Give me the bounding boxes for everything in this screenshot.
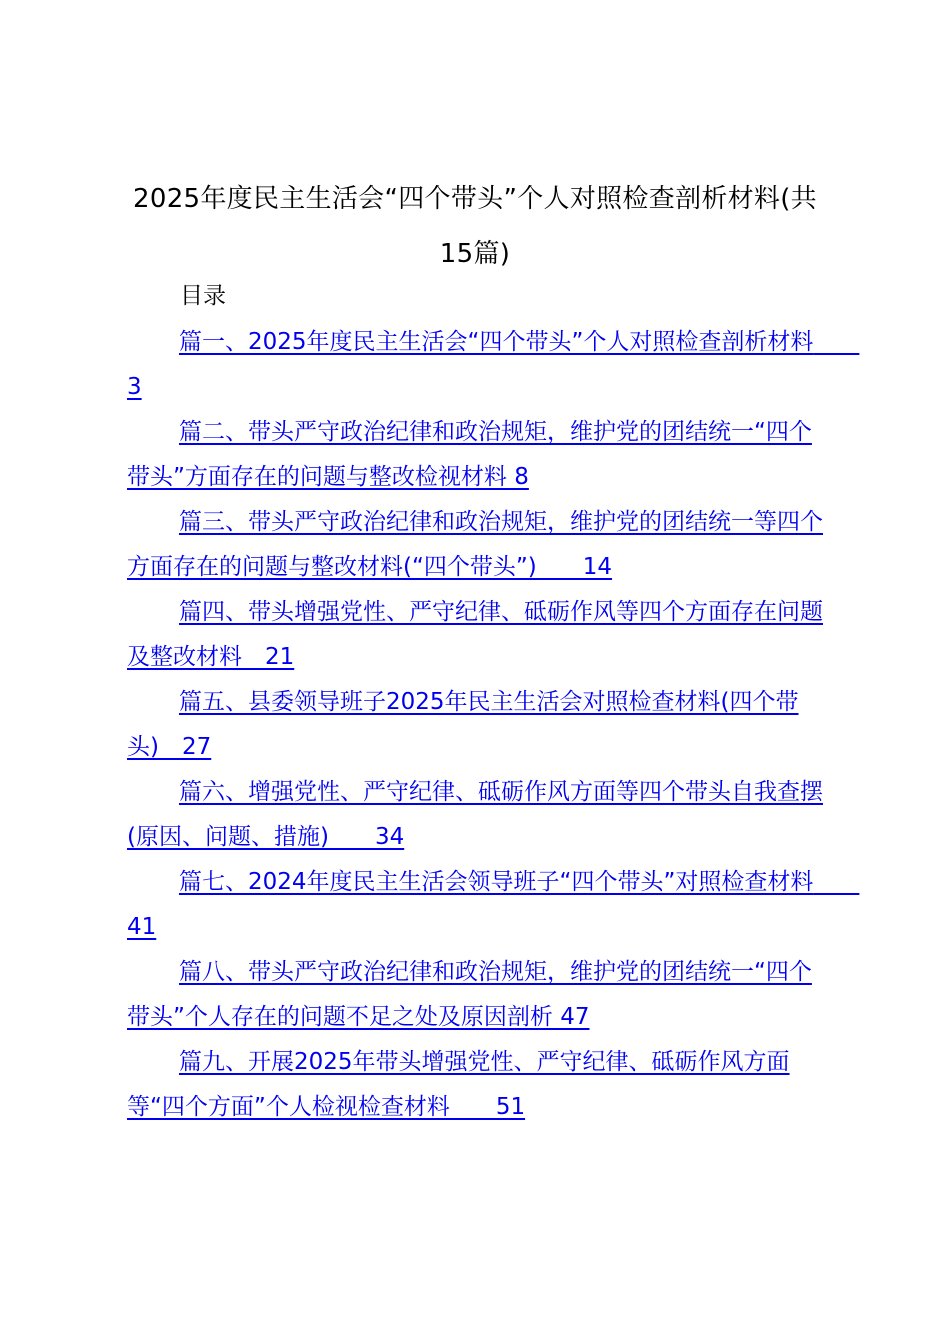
toc-item — [127, 320, 860, 410]
toc-link-6[interactable]: 篇六、增强党性、严守纪律、砥砺作风方面等四个带头自我查摆(原因、问题、措施) 34 — [127, 779, 823, 850]
toc-link-8[interactable]: 篇八、带头严守政治纪律和政治规矩，维护党的团结统一“四个带头”个人存在的问题不足之处及原因剖析 47 — [127, 959, 812, 1030]
toc-link-7[interactable]: 篇七、2024年度民主生活会领导班子“四个带头”对照检查材料 41 — [127, 869, 860, 940]
toc-item — [127, 950, 827, 1040]
toc-link-1[interactable]: 篇一、2025年度民主生活会“四个带头”个人对照检查剖析材料 3 — [127, 329, 860, 400]
toc-item — [127, 590, 827, 680]
toc-link-3[interactable]: 篇三、带头严守政治纪律和政治规矩，维护党的团结统一等四个方面存在的问题与整改材料(“四个带头”) 14 — [127, 509, 823, 580]
toc-link-4[interactable]: 篇四、带头增强党性、严守纪律、砥砺作风等四个方面存在问题及整改材料 21 — [127, 599, 823, 670]
toc-item — [127, 770, 827, 860]
toc-item — [127, 500, 827, 590]
toc-link-2[interactable]: 篇二、带头严守政治纪律和政治规矩，维护党的团结统一“四个带头”方面存在的问题与整改检视材料 8 — [127, 419, 812, 490]
toc-link-5[interactable]: 篇五、县委领导班子2025年民主生活会对照检查材料(四个带头) 27 — [127, 689, 799, 760]
toc-item — [127, 680, 827, 770]
toc-item — [127, 1040, 827, 1130]
table-of-contents — [127, 320, 860, 1130]
toc-item — [127, 860, 860, 950]
toc-heading: 目录 — [180, 283, 226, 309]
toc-link-9[interactable]: 篇九、开展2025年带头增强党性、严守纪律、砥砺作风方面等“四个方面”个人检视检查材料 51 — [127, 1049, 790, 1120]
document-title: 2025年度民主生活会“四个带头”个人对照检查剖析材料(共15篇) — [133, 184, 817, 269]
toc-item — [127, 410, 827, 500]
